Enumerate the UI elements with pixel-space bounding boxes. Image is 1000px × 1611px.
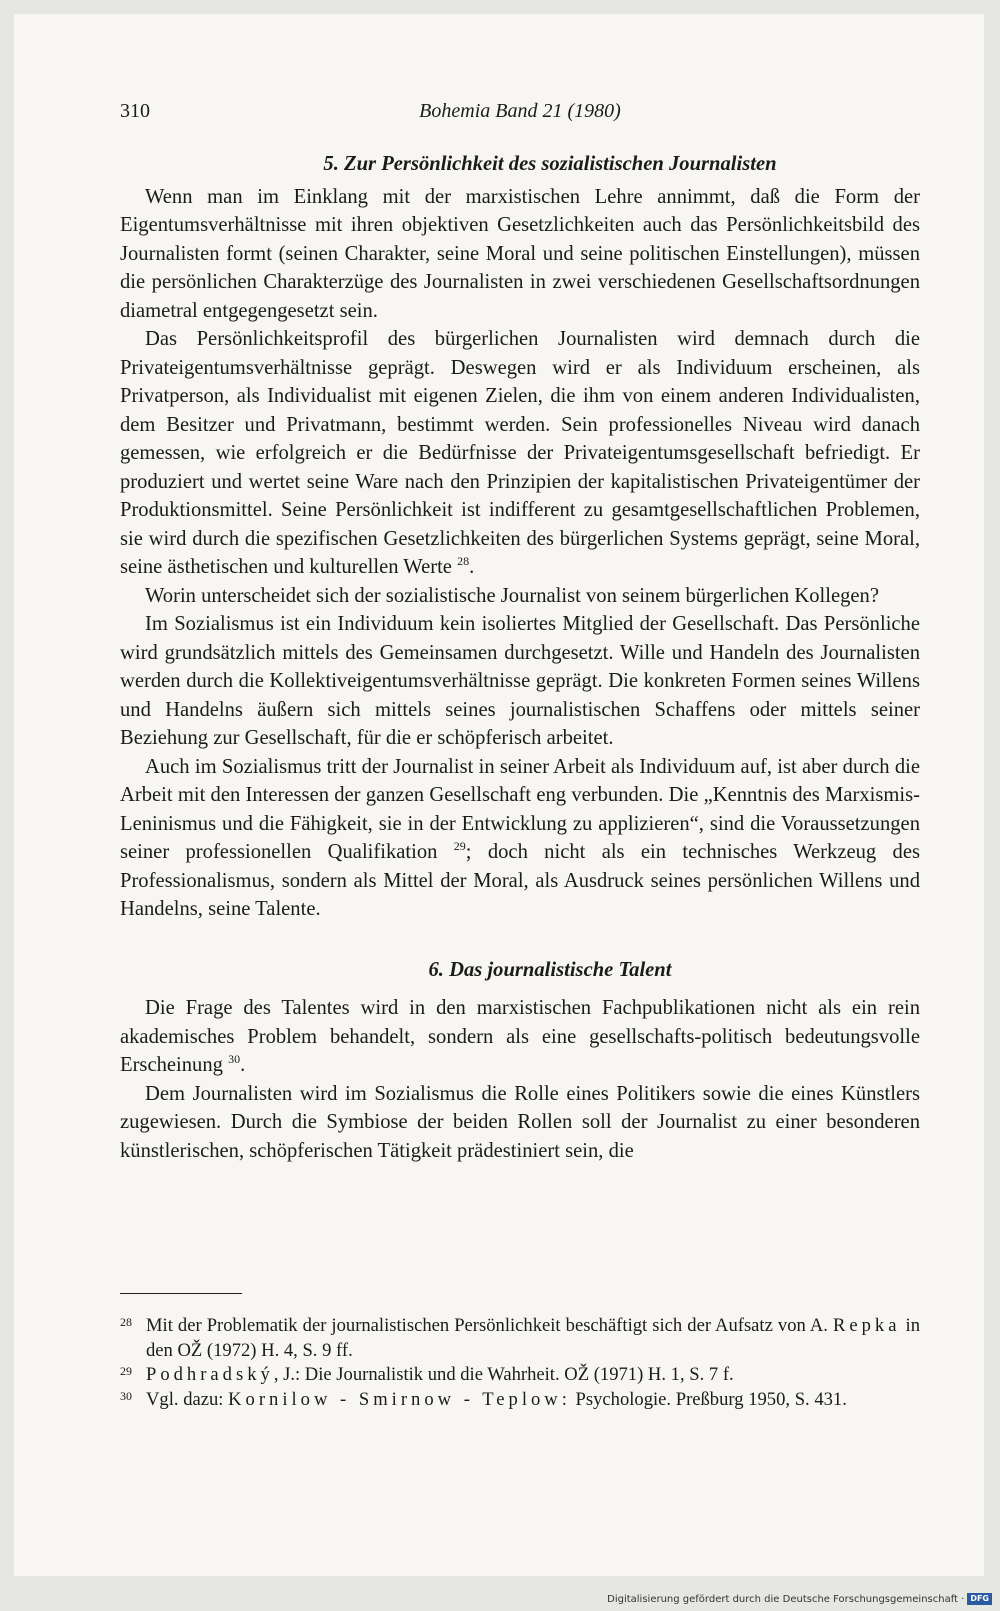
footnote-29: [120, 1363, 920, 1388]
footnote-text-part: in den OŽ (1972) H. 4, S. 9 ff.: [146, 1315, 921, 1361]
paragraph: Wenn man im Einklang mit der marxistischen Lehre annimmt, daß die Form der Eigentumsverhältnisse mit ihren objektiven Gesetzlichkeiten auch das Persönlichkeitsbild des Journalisten formt (seinen Charakter, seine Moral und seine politischen Einstellungen), müssen die persönlichen Charakterzüge des Journalisten in zwei verschiedenen Gesellschaftsordnungen diametral entgegengesetzt sein.: [120, 185, 920, 322]
section-title-6: 6. Das journalistische Talent: [428, 958, 672, 981]
paragraph-text: ; doch nicht als ein technisches Werkzeug des Professionalismus, sondern als Mittel der Moral, als Ausdruck seines persönlichen Willens und Handelns, seine Talente.: [120, 841, 920, 920]
page-header: [120, 100, 920, 130]
body-text: [120, 150, 920, 1165]
footnotes: [120, 1314, 920, 1412]
footnote-28: [120, 1314, 920, 1363]
credit-text: Digitalisierung gefördert durch die Deutsche Forschungsgemeinschaft ·: [607, 1593, 965, 1605]
paragraph: Dem Journalisten wird im Sozialismus die Rolle eines Politikers sowie die eines Künstlers zugewiesen. Durch die Symbiose der beiden Rollen soll der Journalist zu einer besonderen künstlerischen, schöpferischen Tätigkeit prädestiniert sein, die: [120, 1082, 920, 1162]
paragraph-text: Auch im Sozialismus tritt der Journalist in seiner Arbeit als Individuum auf, ist aber durch die Arbeit mit den Interessen der ganzen Gesellschaft eng verbunden. Die „Kenntnis des Marxismis-Leninismus und die Fähigkeit, sie in der Entwicklung zu applizieren“, sind die Voraussetzungen seiner professionellen Qualifikation: [120, 755, 920, 863]
footnote-text: [146, 1314, 920, 1363]
paragraph-text: Die Frage des Talentes wird in den marxistischen Fachpublikationen nicht als ein rein akademisches Problem behandelt, sondern als eine gesellschafts-politisch bedeutungsvolle Erscheinung: [120, 997, 920, 1076]
footnote-ref-28[interactable]: 28: [457, 554, 470, 569]
footnote-number: 29: [120, 1364, 132, 1378]
footnote-text-part: Vgl. dazu:: [146, 1388, 224, 1410]
running-head: Bohemia Band 21 (1980): [419, 100, 621, 122]
footnote-text: [146, 1363, 920, 1388]
dfg-logo-icon: DFG: [967, 1593, 992, 1605]
page-number: 310: [120, 100, 150, 122]
paragraph: [120, 994, 920, 1080]
paragraph-end: .: [240, 1054, 246, 1076]
footnote-text-part: Mit der Problematik der journalistischen Persönlichkeit beschäftigt sich der Aufsatz von A.: [146, 1315, 828, 1336]
footnote-text: [146, 1388, 920, 1413]
digitization-credit: [607, 1592, 992, 1606]
paragraph: Im Sozialismus ist ein Individuum kein isoliertes Mitglied der Gesellschaft. Das Persönliche wird grundsätzlich mittels des Gemeinsamen durchgesetzt. Wille und Handeln des Journalisten werden durch die Kollektiveigentumsverhältnisse geprägt. Die konkreten Formen seines Willens und Handelns äußern sich mittels seines journalistischen Schaffens oder mittels seiner Beziehung zur Gesellschaft, für die er schöpferisch arbeitet.: [120, 613, 920, 749]
paragraph: [120, 325, 920, 582]
footnote-ref-29[interactable]: 29: [453, 839, 466, 854]
footnote-text-part: Psychologie. Preßburg 1950, S. 431.: [575, 1388, 847, 1410]
footnote-ref-30[interactable]: 30: [228, 1052, 241, 1067]
footnote-30: [120, 1388, 920, 1413]
footnote-number: 30: [120, 1388, 132, 1403]
paragraph: [120, 753, 920, 924]
footnote-number: 28: [120, 1315, 132, 1329]
footnote-author: Podhradský: [146, 1364, 274, 1385]
footnote-author: Repka: [832, 1315, 901, 1336]
footnote-author: Kornilow - Smirnow - Teplow:: [228, 1388, 571, 1410]
footnote-divider: [120, 1293, 242, 1294]
footnote-text-part: , J.: Die Journalistik und die Wahrheit. OŽ (1971) H. 1, S. 7 f.: [273, 1364, 734, 1385]
section-title-5: 5. Zur Persönlichkeit des sozialistischen Journalisten: [323, 153, 777, 175]
paragraph: Worin unterscheidet sich der sozialistische Journalist von seinem bürgerlichen Kollegen?: [145, 584, 879, 607]
paragraph-text: Das Persönlichkeitsprofil des bürgerlichen Journalisten wird demnach durch die Privateigentumsverhältnisse geprägt. Deswegen wird er als Individuum erscheinen, als Privatperson, als Individualist mit eigenen Zielen, die ihm von einem anderen Individualisten, dem Besitzer und Privatmann, bestimmt werden. Sein professionelles Niveau wird danach gemessen, wie erfolgreich er die Bedürfnisse der Privateigentumsgesellschaft befriedigt. Er produziert und wertet seine Ware nach den Prinzipien der kapitalistischen Privateigentümer der Produktionsmittel. Seine Persönlichkeit ist indifferent zu gesamtgesellschaftlichen Problemen, sie wird durch die spezifischen Gesetzlichkeiten des bürgerlichen Systems geprägt, seine Moral, seine ästhetischen und kulturellen Werte: [120, 328, 920, 578]
paragraph-end: .: [469, 556, 475, 578]
